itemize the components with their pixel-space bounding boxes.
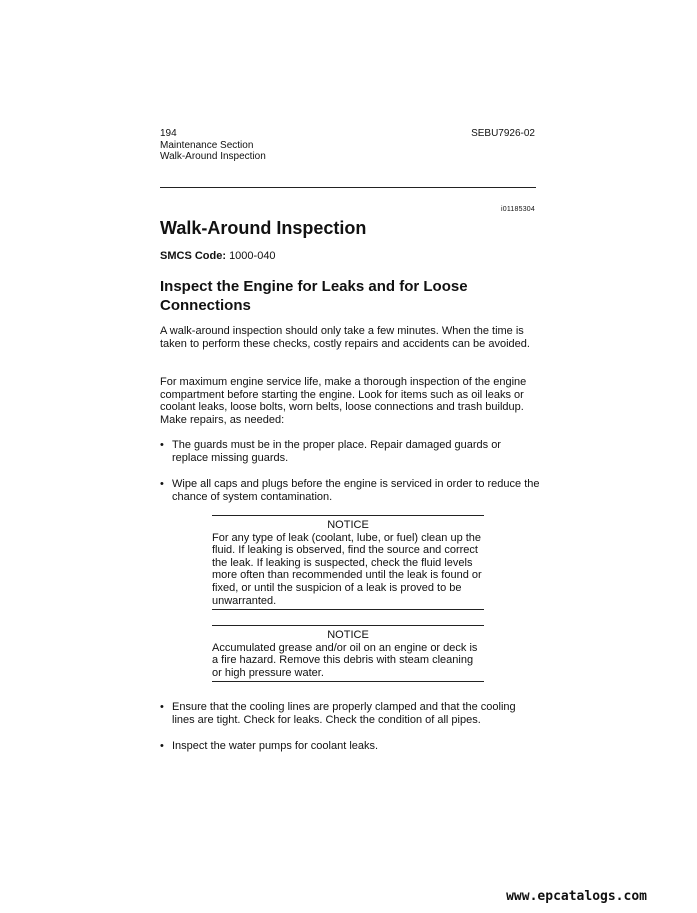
- list-item-text: Wipe all caps and plugs before the engine is serviced in order to reduce the chance of system contamination.: [172, 478, 540, 503]
- list-item-text: The guards must be in the proper place. Repair damaged guards or replace missing guards.: [172, 439, 501, 464]
- page-number: 194: [160, 128, 177, 139]
- inspection-paragraph: For maximum engine service life, make a thorough inspection of the engine compartment before starting the engine. Look for items such as oil leaks or coolant leaks, loose bolts, worn belts, loose connections and trash buildup. Make repairs, as needed:: [160, 376, 527, 426]
- smcs-label: SMCS Code:: [160, 250, 226, 262]
- bullet-icon: •: [160, 740, 164, 752]
- notice-box: [212, 515, 484, 610]
- reference-code: i01185304: [501, 206, 535, 213]
- list-item: [160, 439, 540, 464]
- bullet-icon: •: [160, 478, 164, 490]
- bullet-icon: •: [160, 701, 164, 713]
- smcs-value: 1000-040: [229, 250, 276, 262]
- page-topic: Walk-Around Inspection: [160, 151, 266, 162]
- notice-body: Accumulated grease and/or oil on an engine or deck is a fire hazard. Remove this debris with steam cleaning or high pressure water.: [212, 641, 478, 679]
- section-heading: Inspect the Engine for Leaks and for Loose Connections: [160, 278, 468, 314]
- list-item-text: Ensure that the cooling lines are properly clamped and that the cooling lines are tight. Check for leaks. Check the condition of all pipes.: [172, 701, 516, 726]
- smcs-code: [160, 250, 276, 262]
- list-item-text: Inspect the water pumps for coolant leaks.: [172, 740, 379, 752]
- page-title: Walk-Around Inspection: [160, 218, 367, 238]
- list-item: [160, 701, 540, 726]
- notice-title: NOTICE: [327, 629, 369, 641]
- document-id: SEBU7926-02: [471, 128, 535, 139]
- notice-body: For any type of leak (coolant, lube, or fuel) clean up the fluid. If leaking is observed, find the source and correct the leak. If leaking is suspected, check the fluid levels more often than recommended until the leak is found or fixed, or until the suspicion of a leak is proved to be unwarranted.: [212, 531, 482, 607]
- list-item: [160, 740, 540, 753]
- bullet-icon: •: [160, 439, 164, 451]
- section-name: Maintenance Section: [160, 140, 254, 151]
- intro-paragraph: A walk-around inspection should only take a few minutes. When the time is taken to perform these checks, costly repairs and accidents can be avoided.: [160, 325, 530, 350]
- list-item: [160, 478, 540, 503]
- footer-watermark-url: www.epcatalogs.com: [506, 889, 647, 904]
- header-divider: [160, 187, 536, 188]
- notice-title: NOTICE: [327, 519, 369, 531]
- notice-box: [212, 625, 484, 682]
